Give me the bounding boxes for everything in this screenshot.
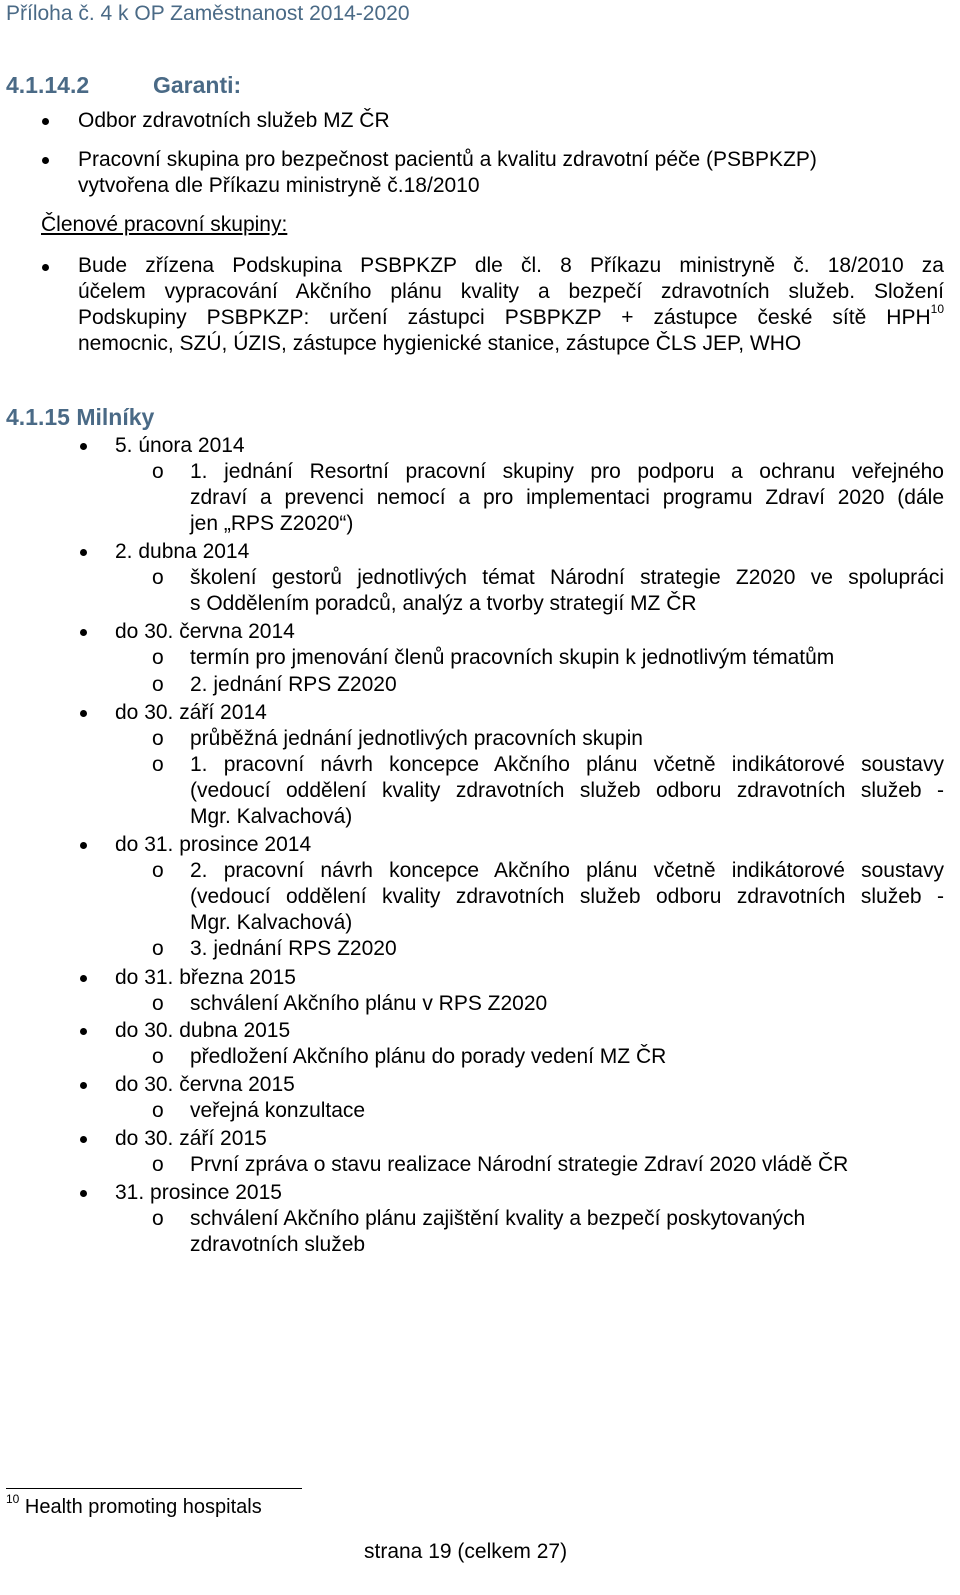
bullet-icon bbox=[80, 842, 87, 849]
sub-bullet-icon: o bbox=[152, 1153, 164, 1176]
sub-bullet-icon: o bbox=[152, 727, 164, 750]
page-header: Příloha č. 4 k OP Zaměstnanost 2014-2020 bbox=[6, 2, 410, 25]
sub-bullet-icon: o bbox=[152, 1045, 164, 1068]
garant-item: Odbor zdravotních služeb MZ ČR bbox=[78, 109, 390, 132]
bullet-icon bbox=[80, 1136, 87, 1143]
sub-bullet-icon: o bbox=[152, 753, 164, 776]
footnote-text: Health promoting hospitals bbox=[24, 1496, 262, 1518]
members-text: nemocnic, SZÚ, ÚZIS, zástupce hygienické stanice, zástupce ČLS JEP, WHO bbox=[78, 332, 802, 355]
bullet-icon bbox=[42, 118, 49, 125]
milestone-task: (vedoucí oddělení kvality zdravotních služeb odboru zdravotních služeb - bbox=[190, 885, 944, 908]
milestone-task: termín pro jmenování členů pracovních skupin k jednotlivým tématům bbox=[190, 646, 835, 669]
milestone-task: Mgr. Kalvachová) bbox=[190, 805, 353, 828]
milestone-task: průběžná jednání jednotlivých pracovních skupin bbox=[190, 727, 643, 750]
milestone-date: 5. února 2014 bbox=[115, 434, 245, 457]
milestone-task: 1. pracovní návrh koncepce Akčního plánu včetně indikátorové soustavy bbox=[190, 753, 944, 776]
section-number: 4.1.14.2 bbox=[6, 72, 90, 98]
footnote-number: 10 bbox=[6, 1492, 20, 1506]
milestone-date: do 30. září 2014 bbox=[115, 701, 267, 724]
sub-bullet-icon: o bbox=[152, 646, 164, 669]
members-label: Členové pracovní skupiny: bbox=[41, 213, 288, 236]
footnote-ref: 10 bbox=[930, 302, 944, 316]
members-text bbox=[78, 302, 944, 330]
milestone-task: zdravotních služeb bbox=[190, 1233, 366, 1256]
bullet-icon bbox=[42, 157, 49, 164]
milestone-task: (vedoucí oddělení kvality zdravotních služeb odboru zdravotních služeb - bbox=[190, 779, 944, 802]
milestone-task: veřejná konzultace bbox=[190, 1099, 366, 1122]
page-footer: strana 19 (celkem 27) bbox=[364, 1540, 568, 1563]
milestone-task: 2. jednání RPS Z2020 bbox=[190, 673, 397, 696]
sub-bullet-icon: o bbox=[152, 1099, 164, 1122]
milestone-task: jen „RPS Z2020“) bbox=[190, 512, 354, 535]
milestone-date: do 31. prosince 2014 bbox=[115, 833, 312, 856]
bullet-icon bbox=[80, 1028, 87, 1035]
milestone-task: 3. jednání RPS Z2020 bbox=[190, 937, 397, 960]
milestone-task: s Oddělením poradců, analýz a tvorby strategií MZ ČR bbox=[190, 592, 697, 615]
sub-bullet-icon: o bbox=[152, 859, 164, 882]
milestone-date: do 31. března 2015 bbox=[115, 966, 296, 989]
milestone-task: zdraví a prevenci nemocí a pro implementaci programu Zdraví 2020 (dále bbox=[190, 486, 944, 509]
bullet-icon bbox=[80, 710, 87, 717]
bullet-icon bbox=[80, 549, 87, 556]
milestone-task: První zpráva o stavu realizace Národní strategie Zdraví 2020 vládě ČR bbox=[190, 1153, 849, 1176]
bullet-icon bbox=[42, 264, 49, 271]
milestone-date: 2. dubna 2014 bbox=[115, 540, 250, 563]
bullet-icon bbox=[80, 629, 87, 636]
sub-bullet-icon: o bbox=[152, 937, 164, 960]
sub-bullet-icon: o bbox=[152, 460, 164, 483]
milestone-task: školení gestorů jednotlivých témat Národní strategie Z2020 ve spolupráci bbox=[190, 566, 944, 589]
bullet-icon bbox=[80, 1190, 87, 1197]
bullet-icon bbox=[80, 975, 87, 982]
milestone-task: schválení Akčního plánu zajištění kvality a bezpečí poskytovaných bbox=[190, 1207, 806, 1230]
section-heading-milniky: 4.1.15 Milníky bbox=[6, 404, 155, 430]
section-heading-garanti bbox=[6, 72, 241, 99]
milestone-date: do 30. dubna 2015 bbox=[115, 1019, 291, 1042]
members-text-line: Podskupiny PSBPKZP: určení zástupci PSBPKZP + zástupce české sítě HPH bbox=[78, 306, 931, 329]
bullet-icon bbox=[80, 1082, 87, 1089]
section-title: Garanti: bbox=[153, 72, 242, 98]
members-text: účelem vypracování Akčního plánu kvality a bezpečí zdravotních služeb. Složení bbox=[78, 280, 944, 303]
milestone-date: do 30. června 2015 bbox=[115, 1073, 295, 1096]
garant-item-cont: vytvořena dle Příkazu ministryně č.18/2010 bbox=[78, 174, 480, 197]
sub-bullet-icon: o bbox=[152, 1207, 164, 1230]
milestone-task: předložení Akčního plánu do porady vedení MZ ČR bbox=[190, 1045, 667, 1068]
sub-bullet-icon: o bbox=[152, 566, 164, 589]
milestone-date: do 30. června 2014 bbox=[115, 620, 295, 643]
sub-bullet-icon: o bbox=[152, 673, 164, 696]
members-text: Bude zřízena Podskupina PSBPKZP dle čl. 8 Příkazu ministryně č. 18/2010 za bbox=[78, 254, 944, 277]
milestone-task: Mgr. Kalvachová) bbox=[190, 911, 353, 934]
footnote-divider bbox=[6, 1488, 302, 1489]
bullet-icon bbox=[80, 443, 87, 450]
footnote bbox=[6, 1492, 262, 1519]
milestone-date: do 30. září 2015 bbox=[115, 1127, 267, 1150]
milestone-task: 2. pracovní návrh koncepce Akčního plánu včetně indikátorové soustavy bbox=[190, 859, 944, 882]
milestone-task: schválení Akčního plánu v RPS Z2020 bbox=[190, 992, 548, 1015]
milestone-date: 31. prosince 2015 bbox=[115, 1181, 282, 1204]
garant-item: Pracovní skupina pro bezpečnost pacientů a kvalitu zdravotní péče (PSBPKZP) bbox=[78, 148, 817, 171]
milestone-task: 1. jednání Resortní pracovní skupiny pro podporu a ochranu veřejného bbox=[190, 460, 944, 483]
sub-bullet-icon: o bbox=[152, 992, 164, 1015]
